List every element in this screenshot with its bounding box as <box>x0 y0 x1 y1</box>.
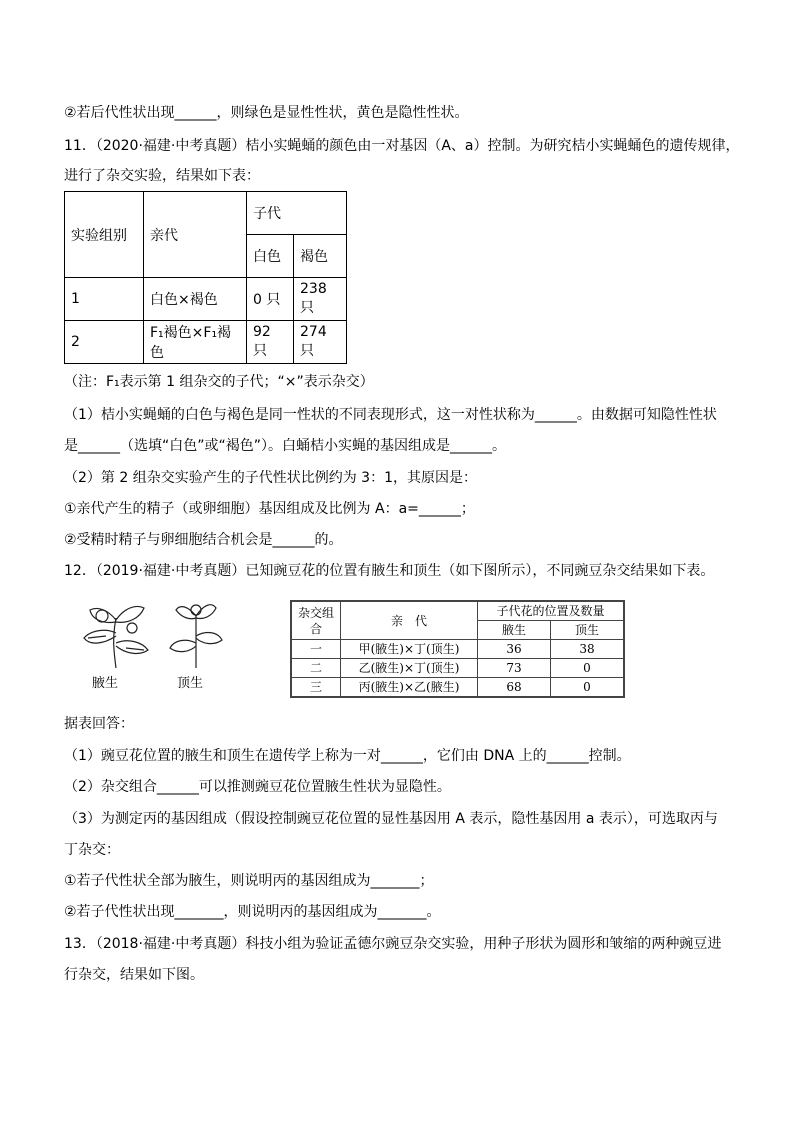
cell-brown: 274 只 <box>294 321 347 364</box>
caption-axillary: 腋生 <box>92 676 119 691</box>
table-row <box>65 278 347 321</box>
sub-question-3-cont: 丁杂交： <box>64 842 120 858</box>
header-parent: 亲代 <box>144 192 247 278</box>
answer-prompt: 据表回答： <box>64 716 134 732</box>
table-pea-crosses <box>290 600 625 698</box>
cell-axillary: 36 <box>478 640 551 659</box>
cell-axillary: 68 <box>478 678 551 698</box>
cell-combo: 一 <box>291 640 341 659</box>
part-2: （2）第 2 组杂交实验产生的子代性状比例约为 3：1，其原因是： <box>64 470 477 486</box>
cell-combo: 二 <box>291 659 341 678</box>
cell-parent: 甲(腋生)×丁(顶生) <box>341 640 478 659</box>
cell-combo: 三 <box>291 678 341 698</box>
part-1: （1）桔小实蝇蛹的白色与褐色是同一性状的不同表现形式，这一对性状称为______。由数据可知隐性性状 <box>64 407 717 423</box>
header-combo: 杂交组合 <box>291 601 341 640</box>
header-group: 实验组别 <box>65 192 144 278</box>
header-offspring: 子代 <box>247 192 347 235</box>
axillary-flower-illustration <box>76 598 156 670</box>
question-11-cont: 进行了杂交实验，结果如下表： <box>64 168 260 184</box>
table-row <box>291 640 624 659</box>
sub-question-1: （1）豌豆花位置的腋生和顶生在遗传学上称为一对______，它们由 DNA 上的______控制。 <box>64 748 631 764</box>
cell-terminal: 0 <box>551 678 625 698</box>
cell-terminal: 38 <box>551 640 625 659</box>
question-13: 13．（2018·福建·中考真题）科技小组为验证孟德尔豌豆杂交实验，用种子形状为圆形和皱缩的两种豌豆进 <box>64 936 722 952</box>
question-13-cont: 行杂交，结果如下图。 <box>64 967 204 983</box>
cell-group: 1 <box>65 278 144 321</box>
cell-parent: F₁褐色×F₁褐色 <box>144 321 247 364</box>
header-parent: 亲 代 <box>341 601 478 640</box>
table-row <box>291 659 624 678</box>
header-axillary: 腋生 <box>478 621 551 640</box>
header-white: 白色 <box>247 235 294 278</box>
cell-parent: 丙(腋生)×乙(腋生) <box>341 678 478 698</box>
cell-brown: 238 只 <box>294 278 347 321</box>
sub-question-3-a: ①若子代性状全部为腋生，则说明丙的基因组成为_______； <box>64 873 434 889</box>
sub-question-2: （2）杂交组合______可以推测豌豆花位置腋生性状为显隐性。 <box>64 779 451 795</box>
cell-parent: 白色×褐色 <box>144 278 247 321</box>
caption-terminal: 顶生 <box>177 676 204 691</box>
part-2-a: ①亲代产生的精子（或卵细胞）基因组成及比例为 A：a=______； <box>64 501 475 517</box>
cell-group: 2 <box>65 321 144 364</box>
cell-parent: 乙(腋生)×丁(顶生) <box>341 659 478 678</box>
sub-question-3-b: ②若子代性状出现_______，则说明丙的基因组成为_______。 <box>64 904 441 920</box>
header-terminal: 顶生 <box>551 621 625 640</box>
cell-white: 0 只 <box>247 278 294 321</box>
question-11: 11．（2020·福建·中考真题）桔小实蝇蛹的颜色由一对基因（A、a）控制。为研究桔小实蝇蛹色的遗传规律， <box>64 138 740 154</box>
cell-terminal: 0 <box>551 659 625 678</box>
sub-question-3: （3）为测定丙的基因组成（假设控制豌豆花位置的显性基因用 A 表示，隐性基因用 a 表示），可选取丙与 <box>64 811 718 827</box>
cell-axillary: 73 <box>478 659 551 678</box>
cell-white: 92 只 <box>247 321 294 364</box>
part-2-b: ②受精时精子与卵细胞结合机会是______的。 <box>64 532 343 548</box>
table-note: （注：F₁表示第 1 组杂交的子代；“×”表示杂交） <box>64 374 374 390</box>
part-1-cont: 是______（选填“白色”或“褐色”）。白蛹桔小实蝇的基因组成是______。 <box>64 438 507 454</box>
header-brown: 褐色 <box>294 235 347 278</box>
question-12: 12．（2019·福建·中考真题）已知豌豆花的位置有腋生和顶生（如下图所示），不同豌豆杂交结果如下表。 <box>64 563 715 579</box>
terminal-flower-illustration <box>166 598 226 670</box>
header-position: 子代花的位置及数量 <box>478 601 625 621</box>
text-line: ②若后代性状出现______，则绿色是显性性状，黄色是隐性性状。 <box>64 105 469 121</box>
table-experiment-results <box>64 191 347 364</box>
table-row <box>291 678 624 698</box>
table-row <box>65 321 347 364</box>
